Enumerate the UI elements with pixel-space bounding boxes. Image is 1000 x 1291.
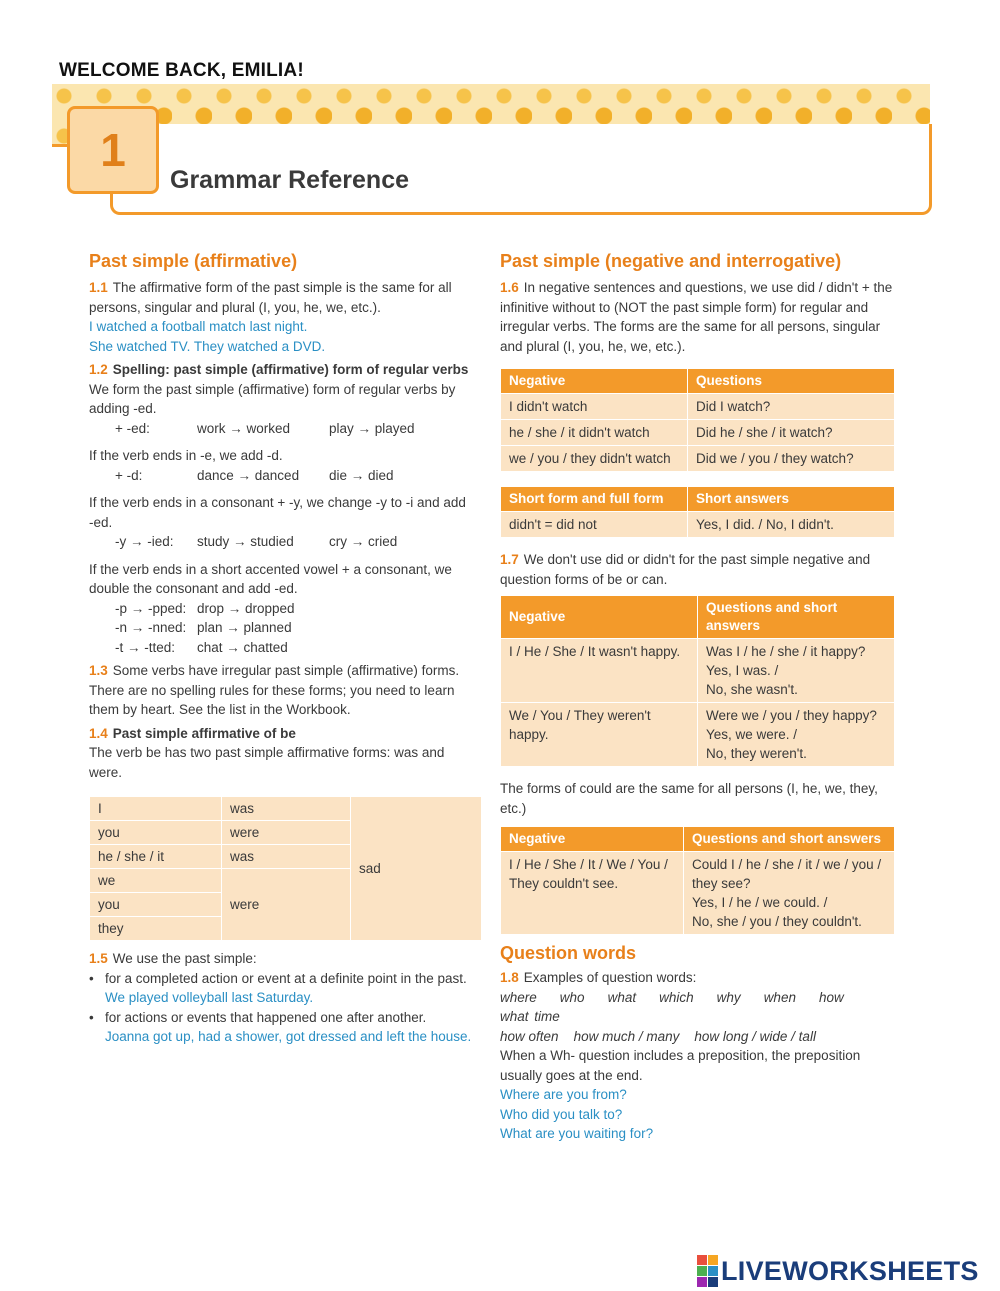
spelling-rule xyxy=(89,532,474,552)
rule-example: play → played xyxy=(329,420,415,436)
unit-banner xyxy=(52,84,930,216)
table-cell: Did we / you / they watch? xyxy=(688,446,895,472)
rule-example: die → died xyxy=(329,467,394,483)
table-cell: was xyxy=(222,797,351,821)
could-table xyxy=(500,826,895,935)
question-words-line xyxy=(500,988,895,1027)
spelling-rule xyxy=(89,599,474,619)
rule-example: plan → planned xyxy=(197,620,292,635)
section-text: We use the past simple: xyxy=(112,951,257,966)
section-text: If the verb ends in a consonant + -y, we change -y to -i and add -ed. xyxy=(89,495,466,530)
question: Was I / he / she / it happy? xyxy=(706,644,866,659)
welcome-heading: WELCOME BACK, EMILIA! xyxy=(59,60,304,81)
short-answer: No, she / you / they couldn't. xyxy=(692,914,862,929)
table-header: Negative xyxy=(501,596,698,639)
short-answer: Yes, we were. / xyxy=(706,727,798,742)
table-cell: he / she / it didn't watch xyxy=(501,420,688,446)
example: Joanna got up, had a shower, got dressed and left the house. xyxy=(105,1029,472,1044)
logo-text: LIVEWORKSHEETS xyxy=(721,1255,979,1286)
short-answer: No, she wasn't. xyxy=(706,682,798,697)
unit-number: 1 xyxy=(67,106,159,194)
right-column xyxy=(500,251,895,1144)
page-title: Grammar Reference xyxy=(170,166,410,194)
rule-example: work → worked xyxy=(197,420,291,436)
table-header: Questions xyxy=(688,369,895,394)
question-word: where xyxy=(500,989,537,1005)
short-answer: No, they weren't. xyxy=(706,746,807,761)
section-text: If the verb ends in -e, we add -d. xyxy=(89,448,283,463)
section-number: 1.5 xyxy=(89,951,108,966)
section-text: If the verb ends in a short accented vowel + a consonant, we double the consonant and add -ed. xyxy=(89,561,452,596)
table-cell: Did I watch? xyxy=(688,394,895,420)
section-number: 1.6 xyxy=(500,280,519,295)
rule-suffix: + -d: xyxy=(115,467,143,483)
table-cell xyxy=(698,639,895,703)
section-heading-question-words: Question words xyxy=(500,943,637,963)
question: Were we / you / they happy? xyxy=(706,708,877,723)
table-cell: Did he / she / it watch? xyxy=(688,420,895,446)
negative-questions-table xyxy=(500,368,895,472)
table-cell: were xyxy=(222,869,351,941)
question-word: how much / many xyxy=(573,1028,680,1044)
question: Could I / he / she / it / we / you / they see? xyxy=(692,857,882,891)
table-cell: We / You / They weren't happy. xyxy=(501,703,698,767)
question-words-line xyxy=(500,1027,895,1047)
logo-block xyxy=(708,1266,718,1276)
section-text: In negative sentences and questions, we use did / didn't + the infinitive without to (NOT the past simple form) for regular and irregular verbs. The forms are the same for all persons, singular and plural (I, you, he, we, etc.). xyxy=(500,280,893,354)
bullet-item: • for a completed action or event at a definite point in the past. xyxy=(89,969,474,989)
example: She watched TV. They watched a DVD. xyxy=(89,338,326,354)
table-cell: they xyxy=(90,917,222,941)
table-cell: you xyxy=(90,821,222,845)
example: We played volleyball last Saturday. xyxy=(105,990,314,1005)
example: Who did you talk to? xyxy=(500,1106,623,1122)
section-text: We don't use did or didn't for the past simple negative and question forms of be or can. xyxy=(500,552,871,587)
question-word: which xyxy=(659,989,694,1005)
table-cell: didn't = did not xyxy=(501,512,688,538)
section-1-5 xyxy=(89,949,474,969)
section-text: When a Wh- question includes a preposition, the preposition usually goes at the end. xyxy=(500,1048,861,1083)
rule-example: cry → cried xyxy=(329,534,398,549)
table-cell: sad xyxy=(351,797,482,941)
question-word: what xyxy=(607,989,637,1005)
spelling-rule xyxy=(89,638,474,658)
logo-block xyxy=(697,1266,707,1276)
table-cell: Yes, I did. / No, I didn't. xyxy=(688,512,895,538)
table-header: Questions and short answers xyxy=(684,827,895,852)
table-header: Questions and short answers xyxy=(698,596,895,639)
table-cell: you xyxy=(90,893,222,917)
short-form-table xyxy=(500,486,895,538)
section-text: Examples of question words: xyxy=(523,970,697,985)
section-number: 1.3 xyxy=(89,663,108,678)
section-title: Spelling: past simple (affirmative) form of regular verbs xyxy=(112,362,469,377)
rule-example: chat → chatted xyxy=(197,639,288,655)
logo-block xyxy=(697,1255,707,1265)
table-cell xyxy=(698,703,895,767)
section-heading-negative: Past simple (negative and interrogative) xyxy=(500,251,842,271)
table-header: Short answers xyxy=(688,487,895,512)
section-number: 1.1 xyxy=(89,280,108,295)
section-text: The verb be has two past simple affirmative forms: was and were. xyxy=(89,745,445,780)
section-1-1 xyxy=(89,278,474,317)
be-can-table xyxy=(500,595,895,767)
section-number: 1.2 xyxy=(89,362,108,377)
rule-suffix: -n → -nned: xyxy=(115,620,187,635)
section-1-7 xyxy=(500,550,895,589)
left-column xyxy=(89,251,474,1047)
table-cell: we / you / they didn't watch xyxy=(501,446,688,472)
short-answer: Yes, I / he / we could. / xyxy=(692,895,828,910)
example: What are you waiting for? xyxy=(500,1126,654,1141)
question-word: how long / wide / tall xyxy=(694,1028,816,1044)
short-answer: Yes, I was. / xyxy=(706,663,779,678)
spelling-rule xyxy=(89,419,474,439)
bullet-item: • for actions or events that happened one after another. xyxy=(89,1008,474,1028)
table-cell: were xyxy=(222,821,351,845)
question-word: who xyxy=(559,989,585,1005)
section-text: The affirmative form of the past simple is the same for all persons, singular and plural (I, you, he, we, etc.). xyxy=(89,280,452,315)
question-word: why xyxy=(716,989,741,1005)
logo-icon xyxy=(697,1255,718,1287)
table-cell: we xyxy=(90,869,222,893)
table-cell xyxy=(684,852,895,935)
section-1-6 xyxy=(500,278,895,356)
section-number: 1.7 xyxy=(500,552,519,567)
question-word: what time xyxy=(500,1009,560,1024)
rule-suffix: -y → -ied: xyxy=(115,534,174,549)
logo-block xyxy=(708,1277,718,1287)
logo-block xyxy=(697,1277,707,1287)
example: I watched a football match last night. xyxy=(89,319,308,334)
spelling-rule xyxy=(89,618,474,638)
section-text: Some verbs have irregular past simple (affirmative) forms. There are no spelling rules for these forms; you need to learn them by heart. See the list in the Workbook. xyxy=(89,663,460,717)
table-cell: I xyxy=(90,797,222,821)
question-word: how xyxy=(818,989,844,1005)
section-number: 1.4 xyxy=(89,725,108,741)
section-title: Past simple affirmative of be xyxy=(112,725,296,741)
rule-suffix: + -ed: xyxy=(115,420,150,436)
table-header: Short form and full form xyxy=(501,487,688,512)
table-cell: I didn't watch xyxy=(501,394,688,420)
section-1-3 xyxy=(89,661,474,720)
spelling-rule xyxy=(89,466,474,486)
logo-block xyxy=(708,1255,718,1265)
be-table xyxy=(89,796,482,941)
table-cell: I / He / She / It wasn't happy. xyxy=(501,639,698,703)
example: Where are you from? xyxy=(500,1087,627,1102)
rule-example: study → studied xyxy=(197,534,294,549)
question-word: how often xyxy=(500,1028,559,1044)
could-text: The forms of could are the same for all persons (I, he, we, they, etc.) xyxy=(500,781,878,816)
question-word: when xyxy=(763,989,796,1005)
table-cell: he / she / it xyxy=(90,845,222,869)
table-header: Negative xyxy=(501,369,688,394)
liveworksheets-logo xyxy=(697,1255,979,1287)
rule-example: drop → dropped xyxy=(197,600,295,616)
section-number: 1.8 xyxy=(500,970,519,985)
table-header: Negative xyxy=(501,827,684,852)
section-heading-affirmative: Past simple (affirmative) xyxy=(89,251,298,271)
table-cell: was xyxy=(222,845,351,869)
section-1-8 xyxy=(500,968,895,988)
rule-suffix: -p → -pped: xyxy=(115,600,187,616)
section-1-4-title xyxy=(89,724,474,744)
section-text: We form the past simple (affirmative) form of regular verbs by adding -ed. xyxy=(89,381,456,416)
section-1-2-title xyxy=(89,360,474,380)
rule-suffix: -t → -tted: xyxy=(115,639,176,655)
table-cell: I / He / She / It / We / You / They couldn't see. xyxy=(501,852,684,935)
rule-example: dance → danced xyxy=(197,467,300,483)
